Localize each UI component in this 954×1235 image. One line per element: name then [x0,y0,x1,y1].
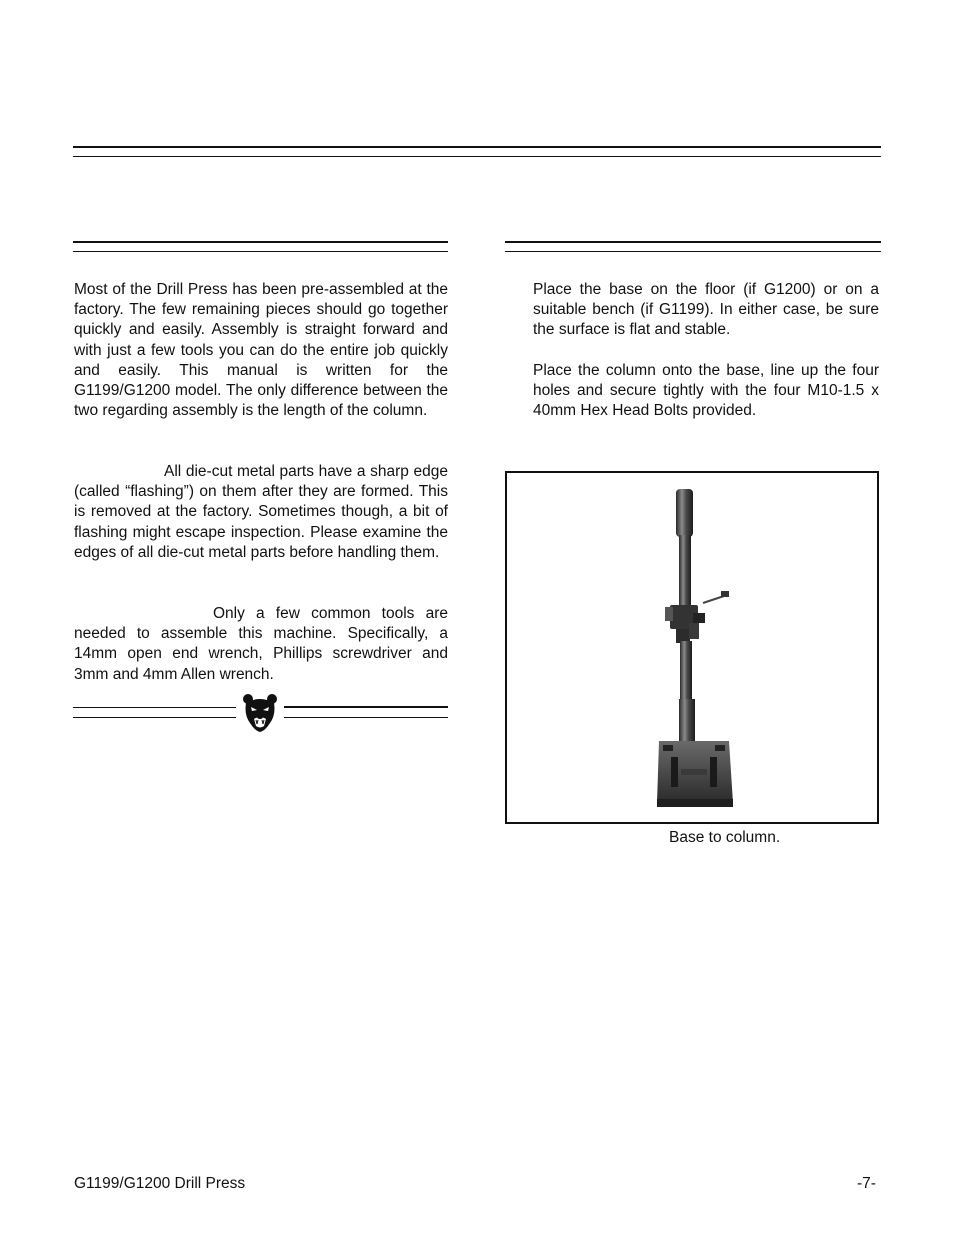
left-section-rule-thick [73,241,448,243]
figure-frame [505,471,879,824]
right-section-rule-thin [505,251,881,252]
divider-line-right-upper [284,706,448,708]
divider-line-left-upper [73,707,236,708]
footer-page-number: -7- [857,1175,876,1192]
right-paragraph-column: Place the column onto the base, line up the four holes and secure tightly with the four M10-1.5 x 40mm Hex Head Bolts provided. [533,362,879,420]
left-paragraph-intro: Most of the Drill Press has been pre-assembled at the factory. The few remaining pieces should go together quickly and easily. Assembly is straight forward and with just a few tools you can do the entire job quickly and easily. This manual is written for the G1199/G1200 model. The only difference between the two regarding assembly is the length of the column. [74,281,448,420]
header-rule-thin [73,156,881,157]
header-rule-thick [73,146,881,148]
left-paragraph-flashing: All die-cut metal parts have a sharp edge (called “flashing”) on them after they are formed. This is removed at the factory. Sometimes though, a bit of flashing might escape inspection. Please examine the edges of all die-cut metal parts before handling them. [74,463,448,561]
footer-title: G1199/G1200 Drill Press [74,1175,246,1192]
right-paragraph-base: Place the base on the floor (if G1200) or on a suitable bench (if G1199). In either case, be sure the surface is flat and stable. [533,281,879,339]
bear-head-icon [242,693,278,733]
right-section-rule-thick [505,241,881,243]
left-paragraph-tools: Only a few common tools are needed to assemble this machine. Specifically, a 14mm open end wrench, Phillips screwdriver and 3mm and 4mm Allen wrench. [74,605,448,683]
divider-line-left-lower [73,717,236,718]
left-section-rule-thin [73,251,448,252]
drill-press-column-base-photo [507,473,877,822]
divider-line-right-lower [284,717,448,718]
